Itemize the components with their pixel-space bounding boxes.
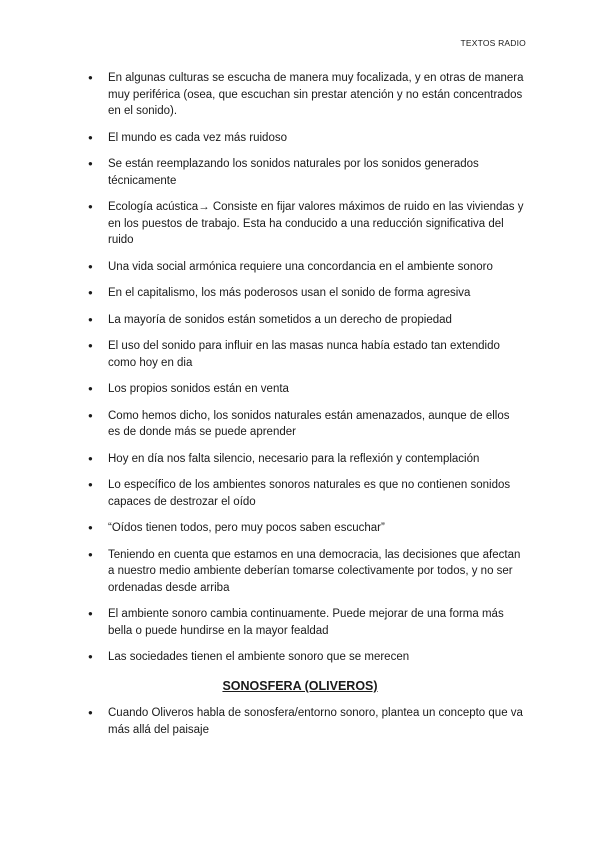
list-item: ● En algunas culturas se escucha de manera muy focalizada, y en otras de manera muy periférica (osea, que escuchan sin prestar atención y no están concentrados en el sonido). — [88, 70, 524, 120]
page-header: TEXTOS RADIO — [460, 38, 526, 48]
list-item: ● Cuando Oliveros habla de sonosfera/entorno sonoro, plantea un concepto que va más allá del paisaje — [88, 705, 524, 738]
list-item: ● Ecología acústica→ Consiste en fijar valores máximos de ruido en las viviendas y en los puestos de trabajo. Esta ha conducido a una reducción significativa del ruido — [88, 199, 524, 249]
list-item: ● El ambiente sonoro cambia continuamente. Puede mejorar de una forma más bella o puede hundirse en la mayor fealdad — [88, 606, 524, 639]
section-title: SONOSFERA (OLIVEROS) — [222, 679, 378, 693]
list-item: ● Se están reemplazando los sonidos naturales por los sonidos generados técnicamente — [88, 156, 524, 189]
list-item: ● Una vida social armónica requiere una concordancia en el ambiente sonoro — [88, 259, 524, 276]
list-item: ● El uso del sonido para influir en las masas nunca había estado tan extendido como hoy en dia — [88, 338, 524, 371]
section-bullet-list — [88, 705, 524, 748]
list-item: ● “Oídos tienen todos, pero muy pocos saben escuchar” — [88, 520, 524, 537]
list-item: ● El mundo es cada vez más ruidoso — [88, 130, 524, 147]
list-item: ● Las sociedades tienen el ambiente sonoro que se merecen — [88, 649, 524, 666]
list-item: ● En el capitalismo, los más poderosos usan el sonido de forma agresiva — [88, 285, 524, 302]
list-item: ● Lo específico de los ambientes sonoros naturales es que no contienen sonidos capaces de destrozar el oído — [88, 477, 524, 510]
bullet-list — [88, 70, 524, 676]
list-item: ● Hoy en día nos falta silencio, necesario para la reflexión y contemplación — [88, 451, 524, 468]
list-item: ● La mayoría de sonidos están sometidos a un derecho de propiedad — [88, 312, 524, 329]
list-item: ● Teniendo en cuenta que estamos en una democracia, las decisiones que afectan a nuestro medio ambiente deberían tomarse colectivamente por todos, y no ser ordenadas desde arriba — [88, 547, 524, 597]
list-item: ● Los propios sonidos están en venta — [88, 381, 524, 398]
list-item: ● Como hemos dicho, los sonidos naturales están amenazados, aunque de ellos es de donde más se puede aprender — [88, 408, 524, 441]
